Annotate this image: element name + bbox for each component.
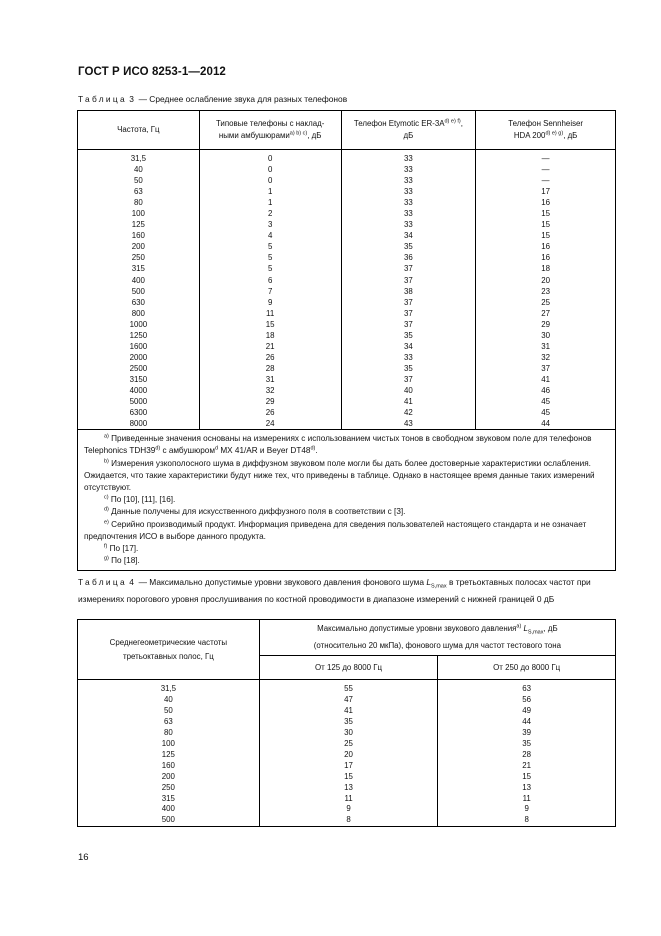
page-number: 16 [78, 852, 89, 863]
table3-body [78, 150, 616, 430]
table3-caption-text: — Среднее ослабление звука для разных телефонов [138, 94, 348, 104]
table3-footnotes-row [78, 430, 616, 571]
table4-col-frequency: Среднегеометрические частоты третьоктавных полос, Гц [78, 620, 260, 680]
footnote-b: $^{b)}$ Измерения узкополосного шума в диффузном звуковом поле могли бы дать более достоверные характеристики ослабления. Ожидается, что такие характеристики будут ниже тех, что приведены в таблице. Однако в настоящее время данные таких измерений отсутствуют. [84, 457, 595, 492]
table3-etymotic-values: 33 33 33 33 33 33 33 34 35 36 37 37 38 37 37 37 35 34 33 35 37 40 41 42 43 [341, 150, 476, 430]
table3-typical-values: 0 0 0 1 1 2 3 4 5 5 5 6 7 9 11 15 18 21 26 28 31 32 29 26 24 [199, 150, 341, 430]
document-header: ГОСТ Р ИСО 8253-1—2012 [78, 66, 226, 78]
table4-col-125-8000: От 125 до 8000 Гц [259, 656, 438, 680]
table4-body [78, 680, 616, 827]
table3-col-frequency: Частота, Гц [78, 111, 200, 150]
table4-frequency-values: 31,5 40 50 63 80 100 125 160 200 250 315 400 500 [78, 680, 260, 827]
table3-col-etymotic: Телефон Etymotic $ER-3A^{d) e) f)}$, дБ [341, 111, 476, 150]
table3-header-row [78, 111, 616, 150]
table3-caption-word: Таблица [78, 94, 127, 104]
table3-footnotes [78, 430, 616, 571]
table4-caption-word: Таблица [78, 577, 127, 587]
table4-caption: Таблица 4 — Максимально допустимые уровни звукового давления фонового шума $L_{S,max}$ в третьоктавных полосах частот при измерениях порогового уровня прослушивания по костной проводимости в диапазоне измерений с нижней границей 0 дБ [78, 577, 591, 604]
footnote-d: $^{d)}$ Данные получены для искусственного диффузного поля в соответствии с [3]. [104, 506, 406, 517]
table3-sennheiser-values: — — — 17 16 15 15 15 16 16 18 20 23 25 27 29 30 31 32 37 41 46 45 45 44 [476, 150, 616, 430]
table3-col-sennheiser: Телефон Sennheiser HDA $200^{d) e) g)}$, дБ [476, 111, 616, 150]
table3-caption-num: 3 [129, 94, 137, 104]
footnote-e: $^{e)}$ Серийно производимый продукт. Информация приведена для сведения пользователей настоящего стандарта и не означает предпочтения ИСО в выборе данного продукта. [84, 518, 587, 541]
table3 [77, 110, 616, 571]
table4 [77, 619, 616, 827]
table3-frequency-values: 31,5 40 50 63 80 100 125 160 200 250 315 400 500 630 800 1000 1250 1600 2000 2500 3150 4000 5000 6300 8000 [78, 150, 200, 430]
table4-header-row [78, 620, 616, 656]
table3-col-typical: Типовые телефоны с наклад- ными амбушюрами$^{a) b) c)}$, дБ [199, 111, 341, 150]
table4-caption-num: 4 [129, 577, 137, 587]
table4-col-250-8000: От 250 до 8000 Гц [438, 656, 616, 680]
table3-caption [78, 93, 618, 105]
table4-col-max-levels: Максимально допустимые уровни звукового давления$^{a)}$ $L_{S,max}$, дБ (относительно 20 мкПа), фонового шума для частот тестового тона [259, 620, 615, 656]
footnote-a: $^{a)}$ Приведенные значения основаны на измерениях с использованием чистых тонов в свободном звуковом поле для телефонов Telephonics TDH39$^{d)}$ с амбушюром$^d$ MX 41/AR и Beyer DT48$^{d)}$. [84, 433, 592, 456]
footnote-g: $^{g)}$ По [18]. [104, 555, 140, 566]
footnote-c: $^{c)}$ По [10], [11], [16]. [104, 494, 176, 505]
table4-range2-values: 63 56 49 44 39 35 28 21 15 13 11 9 8 [438, 680, 616, 827]
table4-range1-values: 55 47 41 35 30 25 20 17 15 13 11 9 8 [259, 680, 438, 827]
footnote-f: $^{f)}$ По [17]. [104, 543, 139, 553]
